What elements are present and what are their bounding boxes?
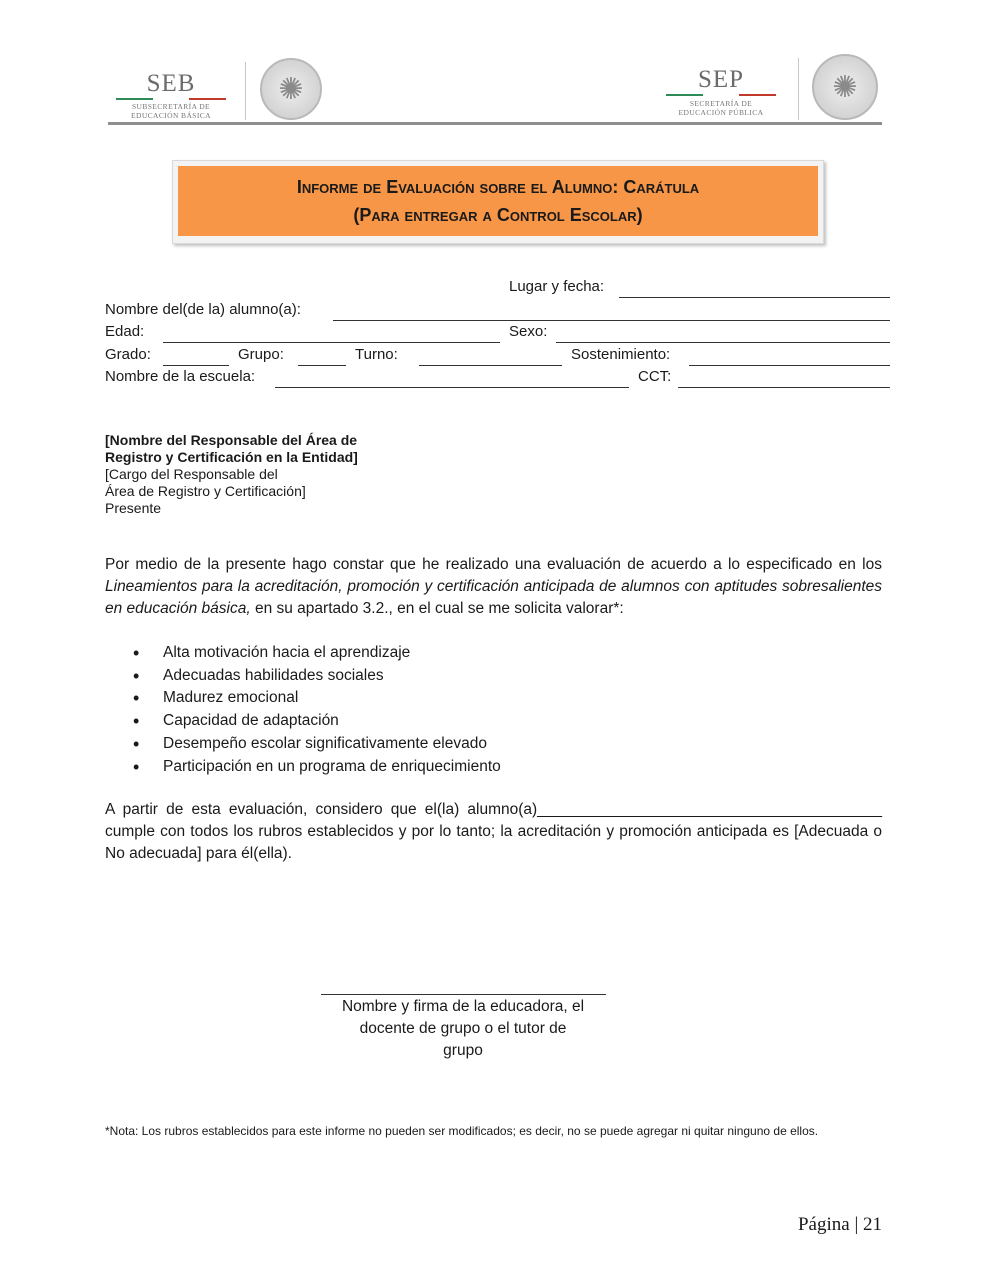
sep-logo — [662, 66, 780, 120]
list-item: • Alta motivación hacia el aprendizaje — [105, 642, 805, 665]
flag-stripe — [666, 94, 776, 96]
list-item: • Desempeño escolar significativamente elevado — [105, 733, 805, 756]
signature-caption-2: docente de grupo o el tutor de — [359, 1020, 567, 1037]
list-item: • Madurez emocional — [105, 687, 805, 710]
list-item: • Adecuadas habilidades sociales — [105, 665, 805, 688]
logo-divider — [245, 62, 246, 120]
student-name-field[interactable] — [333, 320, 890, 321]
page-label: Página — [797, 1214, 850, 1235]
conclusion-paragraph: A partir de esta evaluación, considero que el(la) alumno(a)________________________________________ cumple con todos los rubros establecidos y por lo tanto; la acreditación y promoción anticipada es [Adecuada o No adecuada] para él(ella). — [105, 801, 882, 862]
addressee-block — [105, 432, 425, 517]
sep-logo-name: SEP — [697, 66, 745, 93]
age-field[interactable] — [163, 342, 500, 343]
place-date-label: Lugar y fecha: — [509, 278, 605, 295]
grade-label: Grado: — [105, 346, 151, 363]
intro-guidelines-title: Lineamientos para la acreditación, promoción y certificación anticipada de alumnos con aptitudes sobresalientes en educación básica, — [105, 578, 882, 617]
criteria-list — [105, 642, 805, 778]
student-name-label: Nombre del(de la) alumno(a): — [105, 301, 301, 318]
signature-caption — [313, 996, 613, 1062]
intro-text-2: en su apartado 3.2., en el cual se me solicita valorar*: — [250, 600, 624, 617]
group-label: Grupo: — [238, 346, 284, 363]
place-date-field[interactable] — [619, 297, 890, 298]
addressee-greeting: Presente — [105, 500, 162, 516]
list-item: • Participación en un programa de enriquecimiento — [105, 756, 805, 779]
sex-label: Sexo: — [509, 323, 548, 340]
intro-text-1: Por medio de la presente hago constar que he realizado una evaluación de acuerdo a lo especificado en los — [105, 556, 882, 573]
page-separator: | — [854, 1214, 859, 1235]
title-frame — [172, 160, 824, 244]
seb-logo-subtitle-1: SUBSECRETARÍA DE — [131, 102, 211, 111]
funding-label: Sostenimiento: — [571, 346, 671, 363]
seal-icon: ✺ — [260, 58, 322, 120]
sep-logo-subtitle-2: EDUCACIÓN PÚBLICA — [678, 108, 764, 117]
funding-field[interactable] — [689, 365, 890, 366]
addressee-name-1: [Nombre del Responsable del Área de — [105, 432, 358, 448]
title-box — [178, 166, 818, 236]
seb-logo — [112, 70, 230, 120]
signature-caption-1: Nombre y firma de la educadora, el — [341, 998, 585, 1015]
page-number-footer — [790, 1214, 882, 1236]
grade-field[interactable] — [163, 365, 229, 366]
flag-stripe — [116, 98, 226, 100]
footnote: *Nota: Los rubros establecidos para este informe no pueden ser modificados; es decir, no se puede agregar ni quitar ninguno de ellos. — [105, 1124, 819, 1138]
title-line-2: (Para entregar a Control Escolar) — [353, 205, 643, 225]
title-line-1: Informe de Evaluación sobre el Alumno: Carátula — [296, 177, 700, 197]
group-field[interactable] — [298, 365, 346, 366]
sex-field[interactable] — [556, 342, 890, 343]
cct-label: CCT: — [638, 368, 672, 385]
sep-logo-subtitle-1: SECRETARÍA DE — [689, 99, 753, 108]
seal-icon: ✺ — [812, 54, 878, 120]
seb-logo-name: SEB — [146, 70, 196, 97]
shift-label: Turno: — [355, 346, 398, 363]
logo-divider — [798, 58, 799, 120]
school-label: Nombre de la escuela: — [105, 368, 256, 385]
signature-caption-3: grupo — [443, 1042, 483, 1059]
intro-paragraph — [105, 554, 882, 620]
shift-field[interactable] — [419, 365, 562, 366]
addressee-position-2: Área de Registro y Certificación] — [105, 483, 306, 499]
page-number: 21 — [863, 1214, 882, 1235]
age-label: Edad: — [105, 323, 145, 340]
addressee-name-2: Registro y Certificación en la Entidad] — [105, 449, 358, 465]
signature-line[interactable] — [321, 994, 606, 995]
seb-logo-subtitle-2: EDUCACIÓN BÁSICA — [131, 111, 211, 120]
header-rule — [108, 122, 882, 125]
school-field[interactable] — [275, 387, 629, 388]
cct-field[interactable] — [678, 387, 890, 388]
addressee-position-1: [Cargo del Responsable del — [105, 466, 278, 482]
list-item: • Capacidad de adaptación — [105, 710, 805, 733]
